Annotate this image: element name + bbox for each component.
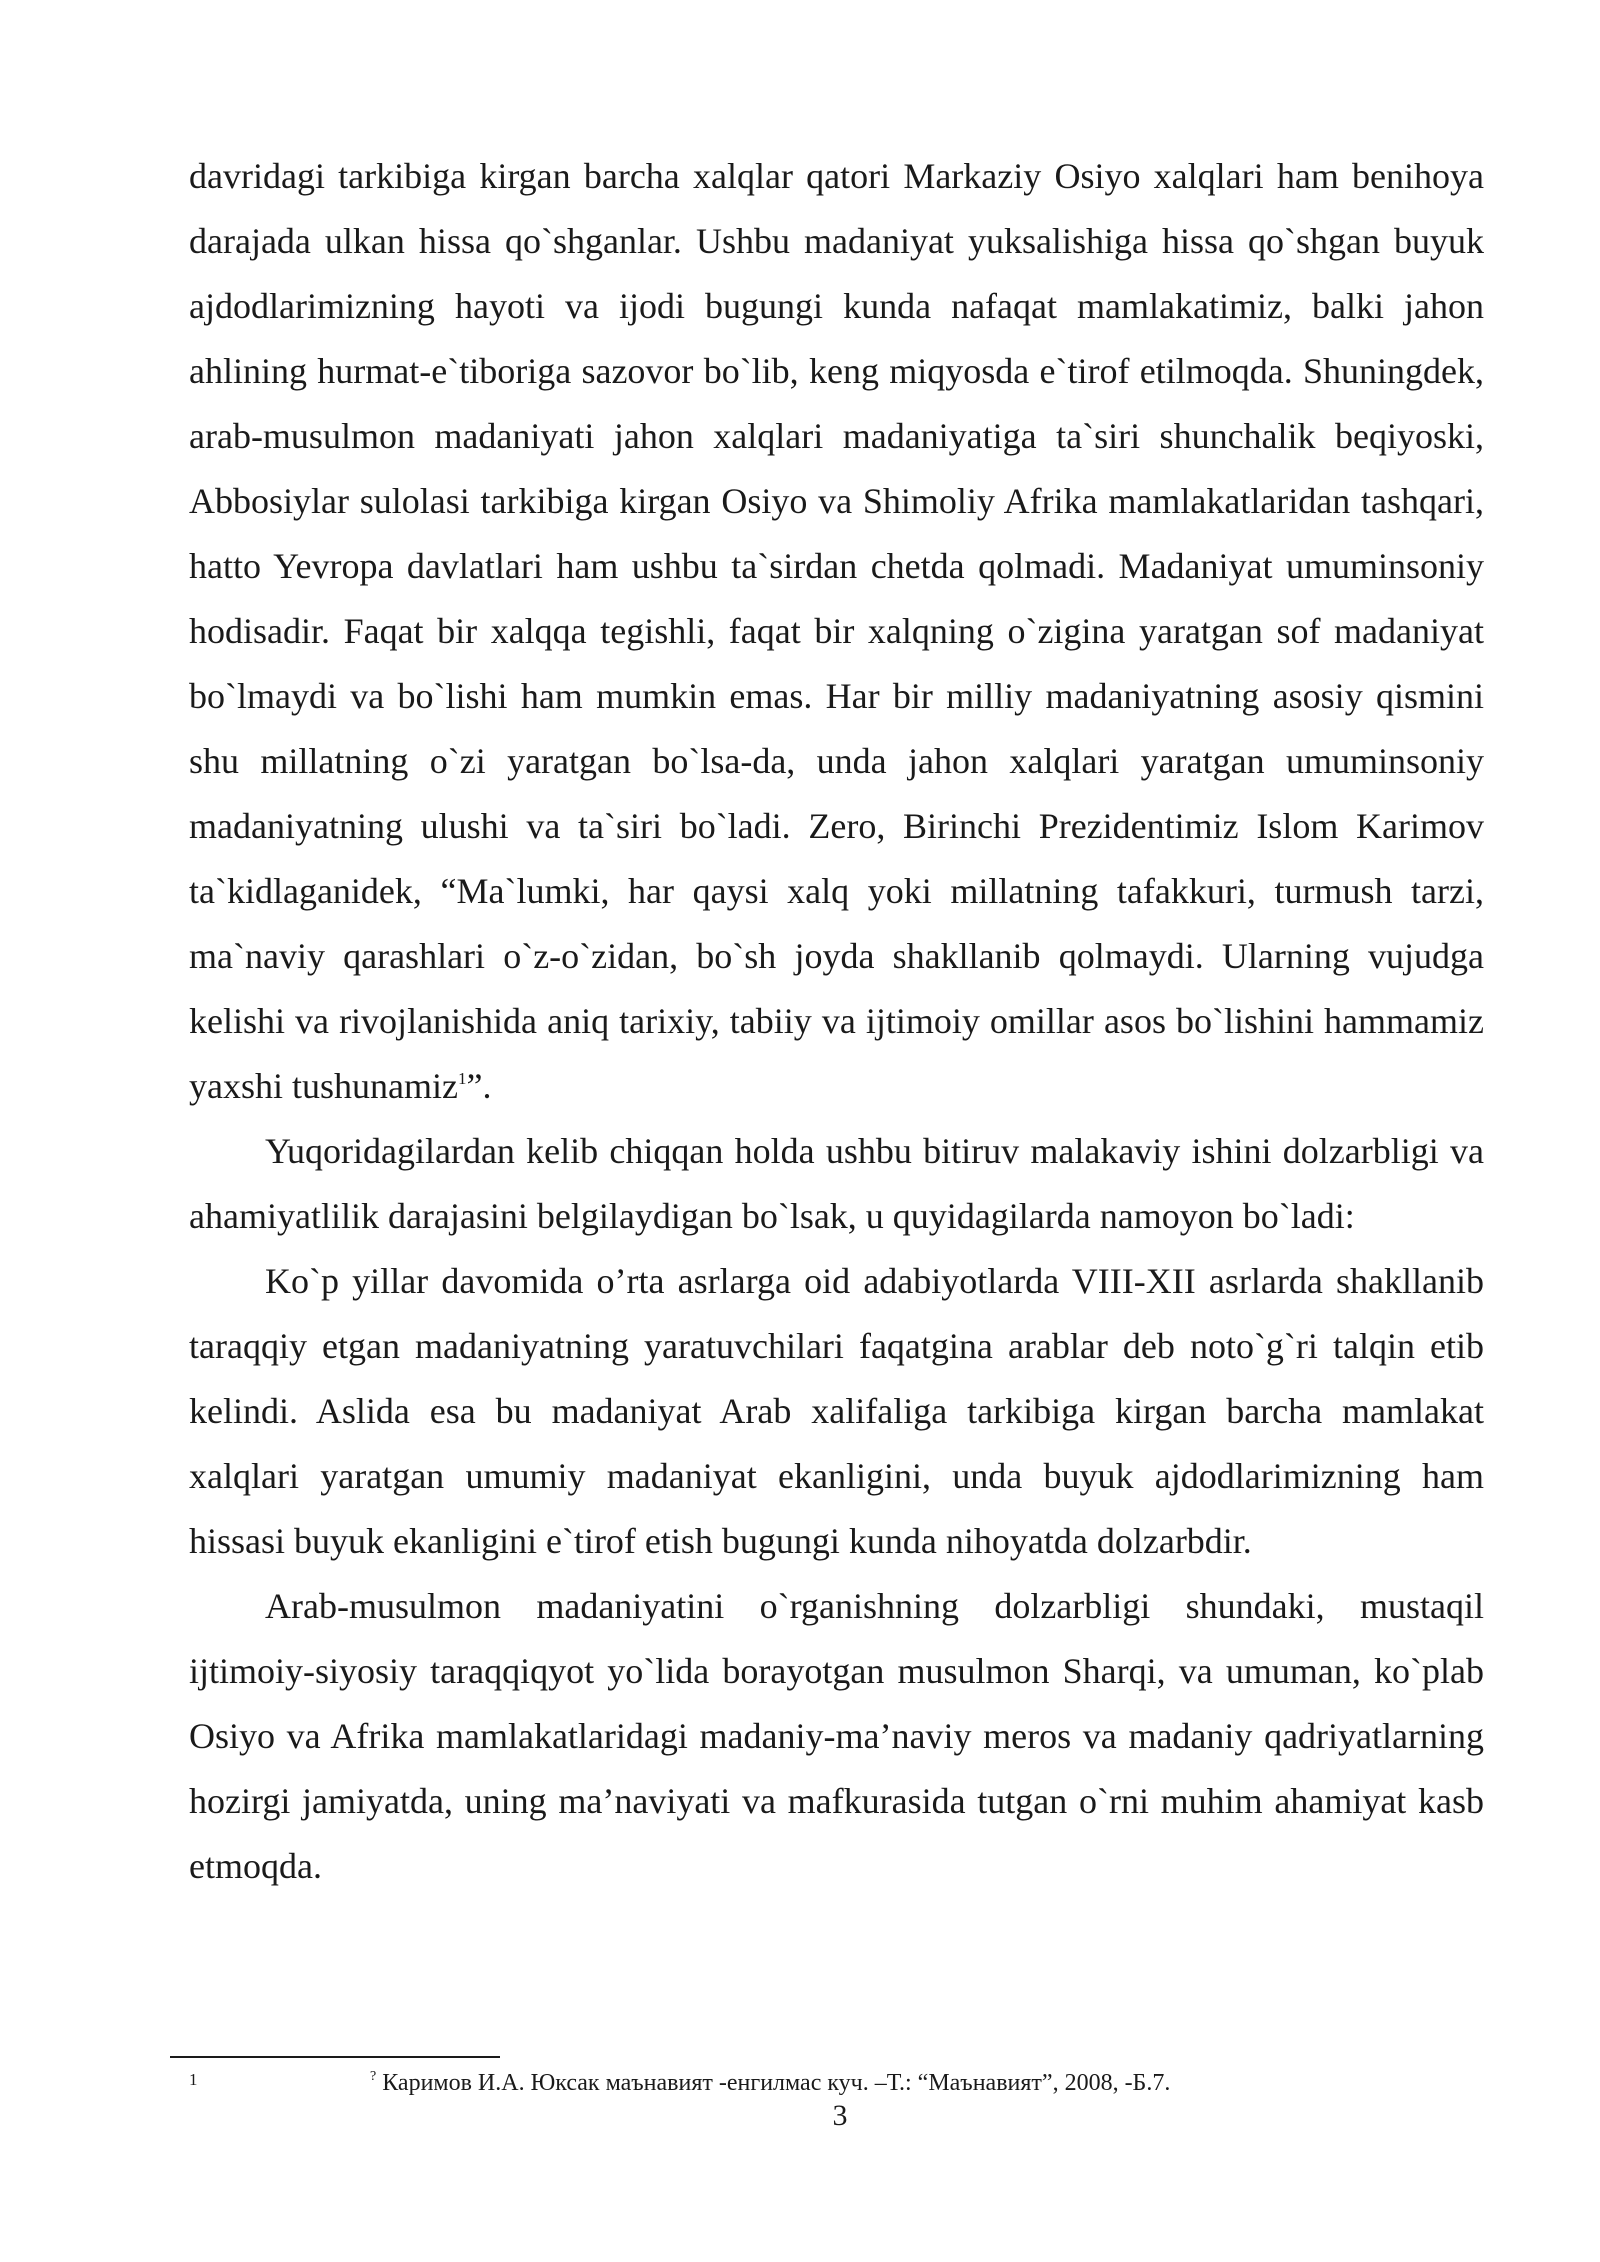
paragraph-1-closing: ”. xyxy=(466,1066,492,1106)
footnote-marker: ? xyxy=(370,2069,377,2084)
footnote-number: 1 xyxy=(189,2070,198,2089)
main-text xyxy=(189,144,1484,1899)
footnote-reference[interactable]: 1 xyxy=(457,1069,467,1088)
footnote-separator xyxy=(170,2056,500,2058)
footnote xyxy=(370,2068,1170,2098)
paragraph-4: Arab-musulmon madaniyatini o`rganishning dolzarbligi shundaki, mustaqil ijtimoiy-siyosiy taraqqiqyot yo`lida borayotgan musulmon Sharqi, va umuman, ko`plab Osiyo va Afrika mamlakatlaridagi madaniy-ma’naviy meros va madaniy qadriyatlarning hozirgi jamiyatda, uning ma’naviyati va mafkurasida tutgan o`rni muhim ahamiyat kasb etmoqda. xyxy=(189,1586,1484,1886)
paragraph-2: Yuqoridagilardan kelib chiqqan holda ushbu bitiruv malakaviy ishini dolzarbligi va ahamiyatlilik darajasini belgilaydigan bo`lsak, u quyidagilarda namoyon bo`ladi: xyxy=(189,1131,1484,1236)
paragraph-1-text: davridagi tarkibiga kirgan barcha xalqlar qatori Markaziy Osiyo xalqlari ham benihoya darajada ulkan hissa qo`shganlar. Ushbu madaniyat yuksalishiga hissa qo`shgan buyuk ajdodlarimizning hayoti va ijodi bugungi kunda nafaqat mamlakatimiz, balki jahon ahlining hurmat-e`tiboriga sazovor bo`lib, keng miqyosda e`tirof etilmoqda. Shuningdek, arab-musulmon madaniyati jahon xalqlari madaniyatiga ta`siri shunchalik beqiyoski, Abbosiylar sulolasi tarkibiga kirgan Osiyo va Shimoliy Afrika mamlakatlaridan tashqari, hatto Yevropa davlatlari ham ushbu ta`sirdan chetda qolmadi. Madaniyat umuminsoniy hodisadir. Faqat bir xalqqa tegishli, faqat bir xalqning o`zigina yaratgan sof madaniyat bo`lmaydi va bo`lishi ham mumkin emas. Har bir milliy madaniyatning asosiy qismini shu millatning o`zi yaratgan bo`lsa-da, unda jahon xalqlari yaratgan umuminsoniy madaniyatning ulushi va ta`siri bo`ladi. Zero, Birinchi Prezidentimiz Islom Karimov ta`kidlaganidek, “Ma`lumki, har qaysi xalq yoki millatning tafakkuri, turmush tarzi, ma`naviy qarashlari o`z-o`zidan, bo`sh joyda shakllanib qolmaydi. Ularning vujudga kelishi va rivojlanishida aniq tarixiy, tabiiy va ijtimoiy omillar asos bo`lishini hammamiz yaxshi tushunamiz xyxy=(189,156,1484,1106)
page-number: 3 xyxy=(832,2099,848,2132)
paragraph-1 xyxy=(189,144,1484,1119)
footnote-citation: Каримов И.А. Юксак маънавият -енгилмас куч. –Т.: “Маънавият”, 2008, -Б.7. xyxy=(382,2070,1171,2096)
paragraph-3: Ko`p yillar davomida o’rta asrlarga oid adabiyotlarda VIII-XII asrlarda shakllanib taraqqiy etgan madaniyatning yaratuvchilari faqatgina arablar deb noto`g`ri talqin etib kelindi. Aslida esa bu madaniyat Arab xalifaliga tarkibiga kirgan barcha mamlakat xalqlari yaratgan umumiy madaniyat ekanligini, unda buyuk ajdodlarimizning ham hissasi buyuk ekanligini e`tirof etish bugungi kunda nihoyatda dolzarbdir. xyxy=(189,1261,1484,1561)
